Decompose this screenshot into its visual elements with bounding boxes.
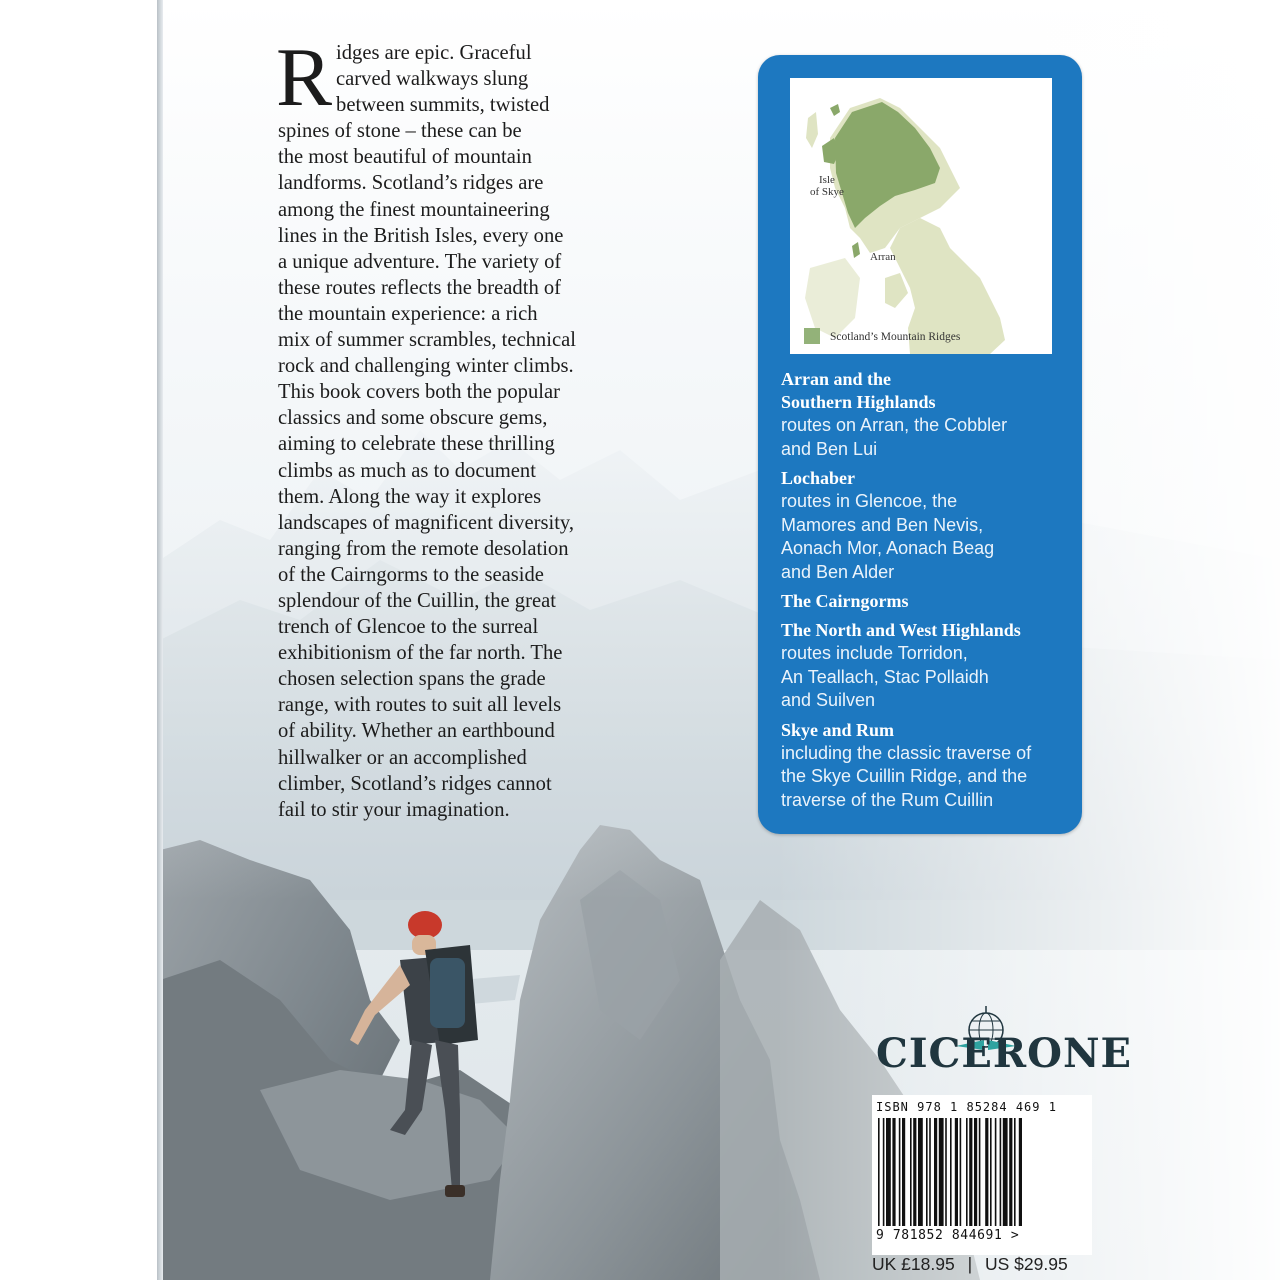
region-name: The North and West Highlands xyxy=(781,620,1021,640)
region-item xyxy=(781,619,1071,713)
region-description: An Teallach, Stac Pollaidh xyxy=(781,666,989,687)
region-item xyxy=(781,590,1071,613)
blurb-line: mix of summer scrambles, technical xyxy=(278,329,576,352)
region-description: Aonach Mor, Aonach Beag xyxy=(781,538,995,558)
barcode-bar xyxy=(990,1118,992,1226)
blurb-line: hillwalker or an accomplished xyxy=(278,746,527,769)
barcode-bar xyxy=(1019,1118,1022,1226)
barcode-bar xyxy=(979,1118,981,1226)
blurb-line: the most beautiful of mountain xyxy=(278,146,532,169)
region-description: the Skye Cuillin Ridge, and the xyxy=(781,766,1028,786)
barcode-bar xyxy=(910,1118,912,1226)
barcode-bar xyxy=(966,1118,968,1226)
barcode-bar xyxy=(918,1118,923,1226)
blurb-line: climbs as much as to document xyxy=(278,459,536,482)
barcode-bar xyxy=(960,1118,962,1226)
scotland-map xyxy=(790,78,1052,354)
region-description: traverse of the Rum Cuillin xyxy=(781,789,994,810)
publisher-name: CICERONE xyxy=(876,1030,1133,1077)
region-name: Skye and Rum xyxy=(781,719,895,740)
blurb-line: exhibitionism of the far north. The xyxy=(278,642,563,665)
barcode-bar xyxy=(899,1118,901,1226)
blurb-line: landforms. Scotland’s ridges are xyxy=(278,172,544,195)
barcode-bar xyxy=(1014,1118,1016,1226)
region-item xyxy=(781,719,1071,813)
blurb-lines xyxy=(276,31,628,823)
region-description: and Suilven xyxy=(781,690,876,710)
barcode-bar xyxy=(902,1118,905,1226)
blurb-line: idges are epic. Graceful xyxy=(336,42,532,64)
region-description: and Ben Alder xyxy=(781,561,895,582)
barcode-bar xyxy=(929,1118,931,1226)
region-description: Mamores and Ben Nevis, xyxy=(781,514,984,535)
region-name: Arran and the xyxy=(781,369,892,389)
isbn-label: ISBN 978 1 85284 469 1 xyxy=(876,1100,1057,1114)
barcode-bar xyxy=(878,1118,880,1226)
blurb-line: landscapes of magnificent diversity, xyxy=(278,511,575,534)
arran-label: Arran xyxy=(870,251,896,263)
blurb-line: among the finest mountaineering xyxy=(278,198,550,221)
region-description: and Ben Lui xyxy=(781,438,878,459)
blurb-line: lines in the British Isles, every one xyxy=(278,224,564,247)
blurb-line: aiming to celebrate these thrilling xyxy=(278,433,555,456)
barcode-bar xyxy=(883,1118,885,1226)
blurb-line: This book covers both the popular xyxy=(278,381,560,404)
blurb-line: splendour of the Cuillin, the great xyxy=(278,589,556,612)
region-list xyxy=(781,368,1071,818)
region-description: including the classic traverse of xyxy=(781,742,1032,763)
region-name: The Cairngorms xyxy=(781,591,909,611)
barcode-digits: 9 781852 844691 > xyxy=(876,1228,1020,1243)
blurb-line: a unique adventure. The variety of xyxy=(278,250,562,273)
blurb-line: classics and some obscure gems, xyxy=(278,407,548,430)
barcode-bar xyxy=(892,1118,895,1226)
blurb-line: climber, Scotland’s ridges cannot xyxy=(278,772,552,795)
blurb-line: rock and challenging winter climbs. xyxy=(278,355,574,378)
barcode-bar xyxy=(934,1118,937,1226)
region-name: Lochaber xyxy=(781,468,855,488)
skye-label-line1: Isle xyxy=(819,174,835,186)
blurb-line: of ability. Whether an earthbound xyxy=(278,720,555,743)
barcode-bar xyxy=(1000,1118,1002,1226)
barcode-bar xyxy=(950,1118,952,1226)
price-us: US $29.95 xyxy=(985,1254,1068,1274)
barcode-bar xyxy=(985,1118,988,1226)
blurb-line: ranging from the remote desolation xyxy=(278,537,569,560)
map-graphic xyxy=(790,78,1052,354)
region-item xyxy=(781,368,1071,461)
region-description: routes include Torridon, xyxy=(781,643,968,663)
blurb-line: chosen selection spans the grade xyxy=(278,668,546,691)
blurb-line: these routes reflects the breadth of xyxy=(278,276,562,299)
skye-label-line2: of Skye xyxy=(810,186,844,198)
blurb-line: spines of stone – these can be xyxy=(278,120,522,143)
map-legend-text: Scotland’s Mountain Ridges xyxy=(830,331,961,343)
skye-label xyxy=(810,174,844,198)
blurb-line: carved walkways slung xyxy=(336,68,529,91)
barcode-bar xyxy=(913,1118,916,1226)
price-line xyxy=(872,1254,1092,1275)
barcode-bar xyxy=(955,1118,958,1226)
blurb-line: of the Cairngorms to the seaside xyxy=(278,563,544,586)
blurb-line: the mountain experience: a rich xyxy=(278,302,538,325)
blurb-line: between summits, twisted xyxy=(336,94,550,117)
barcode-bar xyxy=(1009,1118,1012,1226)
barcode-bar xyxy=(926,1118,928,1226)
barcode-bar xyxy=(995,1118,997,1226)
price-separator: | xyxy=(967,1254,973,1274)
barcode-bar xyxy=(939,1118,944,1226)
left-margin xyxy=(0,0,160,1280)
barcode-bar xyxy=(974,1118,977,1226)
blurb-line: range, with routes to suit all levels xyxy=(278,694,562,717)
blurb-text xyxy=(276,31,628,823)
barcode-bar xyxy=(945,1118,947,1226)
region-description: routes on Arran, the Cobbler xyxy=(781,415,1008,435)
blurb-line: fail to stir your imagination. xyxy=(278,798,510,821)
price-uk: UK £18.95 xyxy=(872,1254,955,1274)
region-item xyxy=(781,467,1071,584)
blurb-line: them. Along the way it explores xyxy=(278,485,542,508)
drop-cap: R xyxy=(276,31,333,124)
barcode-bar xyxy=(1003,1118,1008,1226)
region-name: Southern Highlands xyxy=(781,392,936,412)
barcode-bar xyxy=(886,1118,891,1226)
spine-edge xyxy=(157,0,163,1280)
blurb-line: trench of Glencoe to the surreal xyxy=(278,616,539,639)
barcode-bar xyxy=(969,1118,972,1226)
region-description: routes in Glencoe, the xyxy=(781,491,958,511)
barcode xyxy=(876,1118,1088,1228)
